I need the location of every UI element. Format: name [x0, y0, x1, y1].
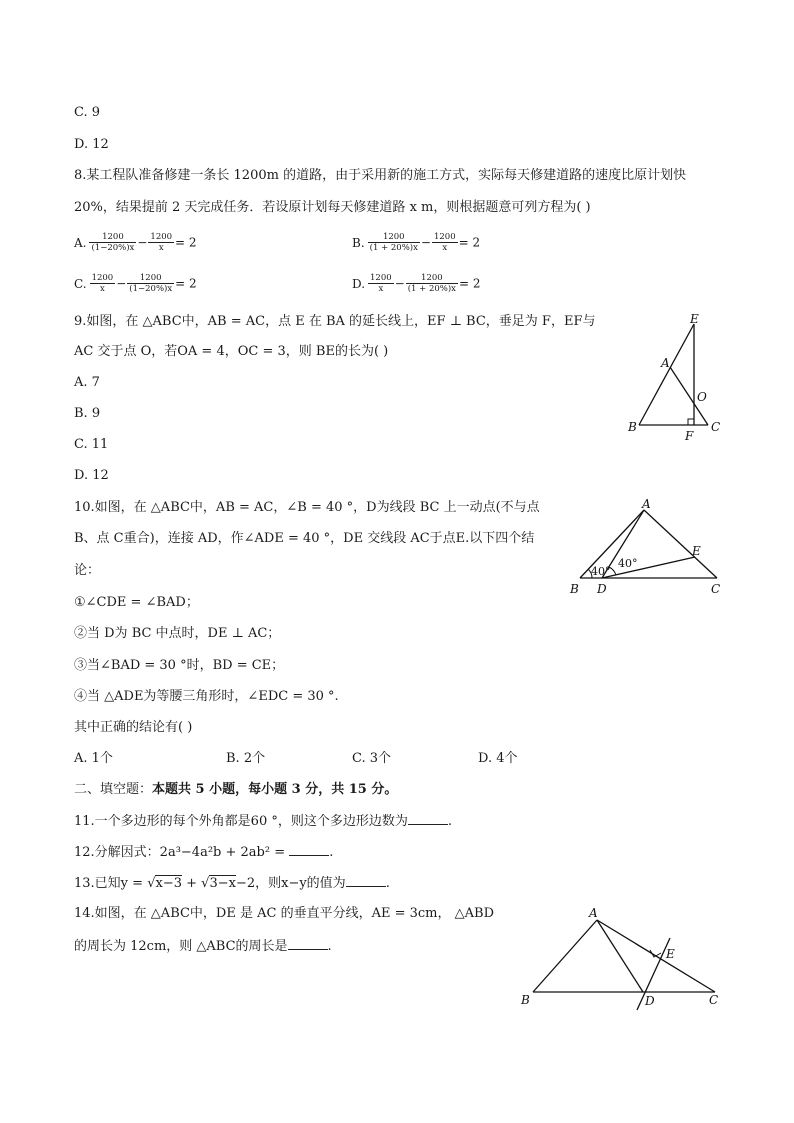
label-e: E [666, 947, 675, 961]
label-b: B [570, 582, 579, 596]
q11 [74, 812, 452, 831]
option-label: C. [74, 276, 87, 291]
label-a: A [661, 356, 670, 370]
fraction: $\frac{1200}{x}$ [370, 273, 392, 294]
label-f: F [685, 429, 694, 443]
radicand-2: 3−x [209, 876, 236, 891]
q10-statement-2: ②当 D为 BC 中点时，DE ⊥ AC； [74, 626, 281, 641]
option-label: A. [74, 235, 87, 250]
section-2-heading [74, 781, 397, 799]
fraction: $\frac{1200}{x}$ [433, 232, 456, 253]
q10-option-b: B. 2个 [226, 751, 266, 766]
radicand-1: x−3 [155, 876, 182, 891]
right-angle-mark [688, 419, 694, 425]
option-c-prev: C. 9 [74, 105, 101, 120]
label-a: A [642, 497, 651, 511]
fraction: $\frac{1200}{x}$ [91, 273, 114, 294]
q10-line2: B、点 C重合)，连接 AD，作∠ADE = 40 °，DE 交线段 AC于点E.以下四个结 [74, 531, 535, 546]
q8-option-c: C. $\frac{1200}{x}$ − $\frac{1200}{(1-20\%)x}$ = 2 [74, 273, 197, 294]
q8-option-d: D. $\frac{1200}{x}$ − $\frac{1200}{(1 + 20\%)x}$ = 2 [352, 273, 481, 294]
q12 [74, 843, 333, 862]
q14-figure [515, 902, 730, 1017]
label-c: C [711, 420, 721, 434]
q14-line1: 14.如图，在 △ABC中，DE 是 AC 的垂直平分线，AE = 3cm， △ABD [74, 906, 494, 921]
angle-label-d: 40° [618, 557, 638, 570]
q10-line3: 论： [74, 563, 101, 578]
label-o: O [697, 390, 707, 404]
q11-text: 11.一个多边形的每个外角都是60 °，则这个多边形边数为 [74, 814, 408, 829]
section-prefix: 二、填空题： [74, 782, 153, 797]
q8-option-a: A. $\frac{1200}{(1-20\%)x}$ − $\frac{1200}{x}$ = 2 [74, 232, 197, 253]
q13-prefix: 13.已知y = [74, 876, 148, 891]
label-c: C [709, 993, 719, 1007]
q10-option-c: C. 3个 [352, 751, 392, 766]
q10-statement-1: ①∠CDE = ∠BAD； [74, 595, 199, 610]
segment-ab [533, 920, 597, 992]
q12-text: 12.分解因式：2a³−4a²b + 2ab² = [74, 845, 286, 860]
q8-line1: 8.某工程队准备修建一条长 1200m 的道路，由于采用新的施工方式，实际每天修建道路的速度比原计划快 [74, 168, 687, 183]
option-label: D. [352, 276, 366, 291]
q14-text: 的周长为 12cm，则 △ABC的周长是 [74, 939, 288, 954]
label-a: A [589, 906, 598, 920]
option-d-prev: D. 12 [74, 137, 109, 152]
fraction: $\frac{1200}{(1 + 20\%)x}$ [407, 273, 456, 294]
q14-line2 [74, 937, 332, 956]
q8-option-b: B. $\frac{1200}{(1 + 20\%)x}$ − $\frac{1200}{x}$ = 2 [352, 232, 481, 253]
fraction: $\frac{1200}{(1-20\%)x}$ [91, 232, 135, 253]
segment-ad [597, 920, 643, 992]
q9-option-d: D. 12 [74, 468, 109, 483]
q10-option-d: D. 4个 [478, 751, 518, 766]
answer-blank[interactable] [408, 812, 448, 825]
q10-line1: 10.如图，在 △ABC中，AB = AC，∠B = 40 °，D为线段 BC 上一动点(不与点 [74, 500, 540, 515]
sqrt-symbol: √ [147, 876, 156, 891]
answer-blank[interactable] [346, 874, 386, 887]
section-instructions: 本题共 5 小题，每小题 3 分，共 15 分。 [152, 782, 398, 797]
q8-line2: 20%，结果提前 2 天完成任务．若设原计划每天修建道路 x m，则根据题意可列方程为( ) [74, 200, 591, 215]
label-d: D [645, 994, 655, 1008]
option-label: B. [352, 235, 365, 250]
label-e: E [692, 544, 701, 558]
segment-ac [644, 510, 717, 578]
fraction: $\frac{1200}{(1 + 20\%)x}$ [369, 232, 418, 253]
q10-question: 其中正确的结论有( ) [74, 720, 193, 735]
q9-option-a: A. 7 [74, 375, 100, 390]
q9-option-c: C. 11 [74, 437, 109, 452]
right-angle-mark [650, 950, 661, 957]
q13 [74, 874, 390, 893]
angle-label-b: 40° [591, 565, 611, 578]
label-e: E [690, 312, 699, 326]
label-b: B [628, 420, 637, 434]
q13-end: . [385, 876, 390, 891]
answer-blank[interactable] [288, 937, 328, 950]
q10-statement-4: ④当 △ADE为等腰三角形时，∠EDC = 30 °. [74, 689, 339, 704]
q11-end: . [447, 814, 452, 829]
answer-blank[interactable] [289, 843, 329, 856]
q13-mid: + [181, 876, 202, 891]
label-b: B [521, 993, 530, 1007]
q9-line1: 9.如图，在 △ABC中，AB = AC，点 E 在 BA 的延长线上，EF ⊥ BC，垂足为 F，EF与 [74, 314, 596, 329]
q14-end: . [327, 939, 332, 954]
q10-figure [562, 496, 732, 600]
q10-statement-3: ③当∠BAD = 30 °时，BD = CE； [74, 658, 285, 673]
q9-option-b: B. 9 [74, 406, 101, 421]
label-c: C [711, 582, 721, 596]
q9-figure [620, 305, 730, 445]
segment-eb [639, 324, 694, 425]
q9-line2: AC 交于点 O，若OA = 4，OC = 3，则 BE的长为( ) [74, 344, 389, 359]
fraction: $\frac{1200}{(1-20\%)x}$ [129, 273, 173, 294]
q12-end: . [329, 845, 334, 860]
q13-suffix: −2，则x−y的值为 [235, 876, 346, 891]
fraction: $\frac{1200}{x}$ [150, 232, 173, 253]
q10-option-a: A. 1个 [74, 751, 113, 766]
sqrt-symbol: √ [201, 876, 210, 891]
label-d: D [597, 582, 607, 596]
